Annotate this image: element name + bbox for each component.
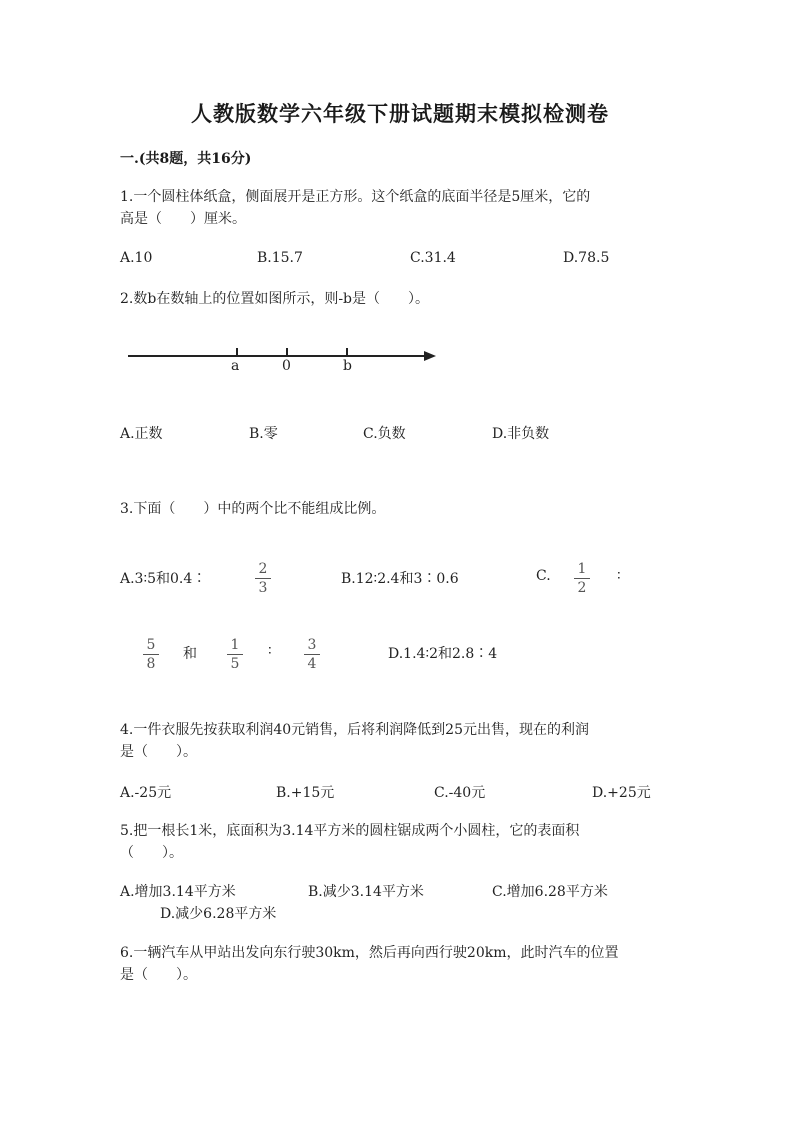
q4-option-d[interactable]: D.+25元 bbox=[592, 785, 651, 801]
fraction-numerator: 1 bbox=[577, 561, 587, 577]
q2-option-a[interactable]: A.正数 bbox=[120, 426, 163, 442]
question-6-line-2: 是（ ）。 bbox=[120, 967, 197, 983]
q3-fraction-c3 bbox=[227, 637, 243, 672]
q3-option-c[interactable]: C. bbox=[536, 568, 551, 584]
page-title: 人教版数学六年级下册试题期末模拟检测卷 bbox=[191, 102, 609, 126]
q1-option-c[interactable]: C.31.4 bbox=[410, 250, 456, 266]
question-3-text: 3.下面（ ）中的两个比不能组成比例。 bbox=[120, 501, 386, 517]
q4-option-c[interactable]: C.-40元 bbox=[434, 785, 486, 801]
q1-option-b[interactable]: B.15.7 bbox=[257, 250, 303, 266]
q5-option-d[interactable]: D.减少6.28平方米 bbox=[160, 906, 277, 922]
question-4-line-1: 4.一件衣服先按获取利润40元销售，后将利润降低到25元出售，现在的利润 bbox=[120, 722, 589, 738]
q4-option-a[interactable]: A.-25元 bbox=[120, 785, 172, 801]
question-5-line-1: 5.把一根长1米，底面积为3.14平方米的圆柱锯成两个小圆柱，它的表面积 bbox=[120, 823, 580, 839]
fraction-bar bbox=[574, 578, 590, 579]
q3-option-b[interactable]: B.12∶2.4和3∶0.6 bbox=[341, 571, 459, 587]
question-1-line-2: 高是（ ）厘米。 bbox=[120, 211, 246, 227]
label-a: a bbox=[231, 358, 240, 374]
q2-option-c[interactable]: C.负数 bbox=[363, 426, 406, 442]
q3-fraction-c2 bbox=[143, 637, 159, 672]
question-4-line-2: 是（ ）。 bbox=[120, 744, 197, 760]
fraction-denominator: 5 bbox=[230, 656, 240, 672]
question-1-line-1: 1.一个圆柱体纸盒，侧面展开是正方形。这个纸盒的底面半径是5厘米，它的 bbox=[120, 189, 591, 205]
q1-option-a[interactable]: A.10 bbox=[120, 250, 153, 266]
fraction-numerator: 3 bbox=[307, 637, 317, 653]
fraction-bar bbox=[143, 654, 159, 655]
fraction-numerator: 1 bbox=[230, 637, 240, 653]
fraction-denominator: 2 bbox=[577, 580, 587, 596]
question-6-line-1: 6.一辆汽车从甲站出发向东行驶30km，然后再向西行驶20km，此时汽车的位置 bbox=[120, 945, 619, 961]
label-b: b bbox=[343, 358, 352, 374]
q3-fraction-c4 bbox=[304, 637, 320, 672]
fraction-denominator: 3 bbox=[258, 580, 268, 596]
q3-fraction-a bbox=[255, 561, 271, 596]
q3-option-d[interactable]: D.1.4∶2和2.8∶4 bbox=[388, 646, 498, 662]
fraction-numerator: 5 bbox=[146, 637, 156, 653]
q5-option-c[interactable]: C.增加6.28平方米 bbox=[492, 884, 608, 900]
question-5-line-2: （ ）。 bbox=[120, 845, 183, 861]
q3-fraction-c1 bbox=[574, 561, 590, 596]
q1-option-d[interactable]: D.78.5 bbox=[563, 250, 610, 266]
question-2-text: 2.数b在数轴上的位置如图所示，则-b是（ ）。 bbox=[120, 291, 430, 307]
q3-colon-1: ∶ bbox=[617, 568, 621, 584]
q5-option-a[interactable]: A.增加3.14平方米 bbox=[120, 884, 236, 900]
section-heading: 一.(共8题，共16分) bbox=[120, 151, 252, 167]
label-zero: 0 bbox=[282, 358, 291, 374]
q3-colon-2: ∶ bbox=[268, 643, 272, 659]
fraction-bar bbox=[255, 578, 271, 579]
number-line-arrow bbox=[424, 351, 436, 361]
q3-and: 和 bbox=[183, 646, 197, 662]
fraction-denominator: 8 bbox=[146, 656, 156, 672]
q3-option-a[interactable]: A.3∶5和0.4∶ bbox=[120, 571, 207, 587]
fraction-denominator: 4 bbox=[307, 656, 317, 672]
fraction-bar bbox=[227, 654, 243, 655]
q2-option-d[interactable]: D.非负数 bbox=[492, 426, 550, 442]
fraction-bar bbox=[304, 654, 320, 655]
fraction-numerator: 2 bbox=[258, 561, 268, 577]
q2-option-b[interactable]: B.零 bbox=[249, 426, 278, 442]
q4-option-b[interactable]: B.+15元 bbox=[276, 785, 335, 801]
q5-option-b[interactable]: B.减少3.14平方米 bbox=[308, 884, 424, 900]
